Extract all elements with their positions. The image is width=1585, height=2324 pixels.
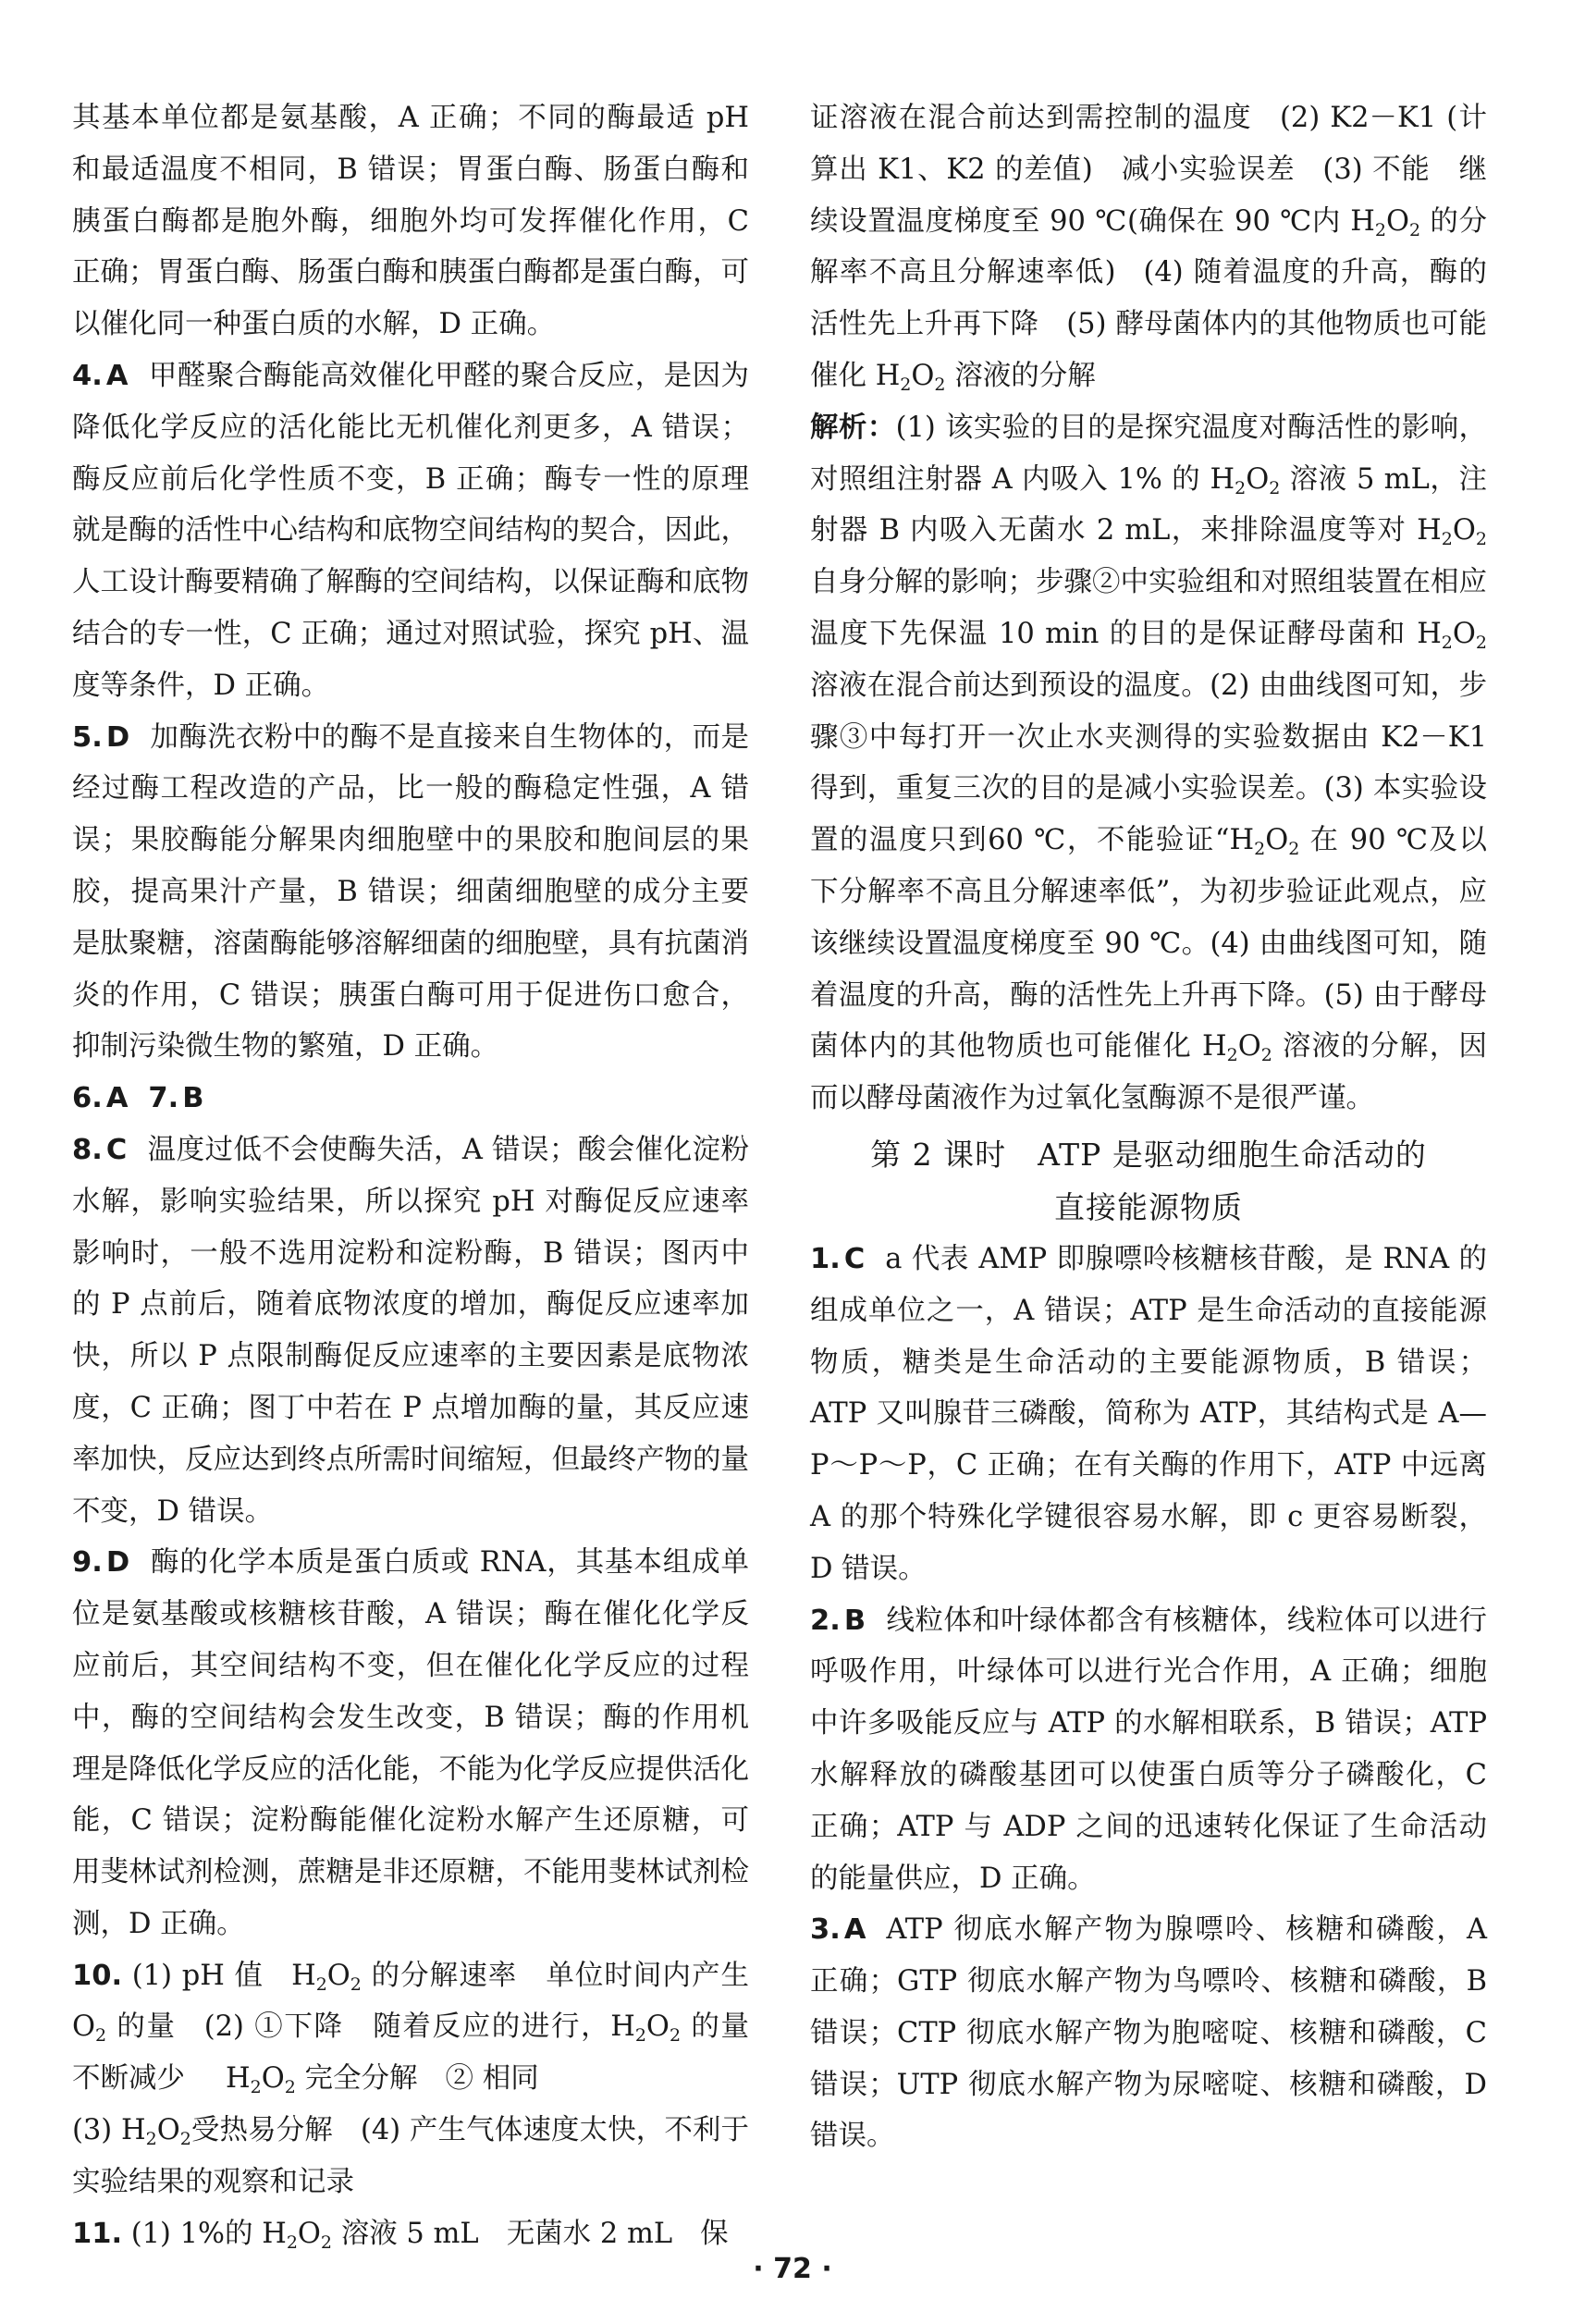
answer-explanation: 温度过低不会使酶失活，A 错误；酸会催化淀粉水解，影响实验结果，所以探究 pH 对酶促反应速率影响时，一般不选用淀粉和淀粉酶，B 错误；图丙中的 P 点前后，随着底物浓度的增加，酶促反应速率加快，所以 P 点限制酶促反应速率的主要因素是底物浓度，C 正确；图丁中若在 P 点增加酶的量，其反应速率加快，反应达到终点所需时间缩短，但最终产物的量不变，D 错误。	[72, 1133, 749, 1528]
answer-explanation: 线粒体和叶绿体都含有核糖体，线粒体可以进行呼吸作用，叶绿体可以进行光合作用，A 正确；细胞中许多吸能反应与 ATP 的水解相联系，B 错误；ATP 水解释放的磷酸基团可以使蛋白质等分子磷酸化，C 正确；ATP 与 ADP 之间的迅速转化保证了生命活动的能量供应，D 正确。	[810, 1604, 1487, 1895]
subscript: 2	[145, 2129, 157, 2150]
analysis-block	[810, 402, 1487, 1125]
paragraph-continued	[72, 92, 749, 350]
answer-part: ② 相同	[445, 2062, 539, 2096]
answer-5	[72, 712, 749, 1074]
subscript: 2	[669, 2025, 682, 2047]
left-column	[72, 92, 749, 2259]
subscript: 2	[320, 2232, 333, 2253]
answer-part: (1) 1%的 H	[130, 2217, 287, 2250]
answer-letter: B	[182, 1082, 204, 1115]
question-number: 10.	[72, 1959, 123, 1992]
subscript: 2	[1260, 1045, 1272, 1066]
section-heading	[810, 1128, 1487, 1234]
answer-part: 的量	[106, 2010, 177, 2044]
formula-text: O	[297, 2217, 321, 2250]
answer-letter: D	[105, 1546, 130, 1580]
subscript: 2	[900, 374, 912, 395]
formula-text: O	[1237, 1030, 1261, 1064]
formula-text: O	[261, 2062, 285, 2096]
formula-text: O	[1246, 462, 1270, 496]
answer-10	[72, 1950, 749, 2208]
answer-part: 的分解率不高且分解速率低)	[810, 204, 1487, 289]
question-number: 8.	[72, 1133, 103, 1166]
answer-2	[810, 1595, 1487, 1905]
answer-part: 完全分解	[295, 2062, 418, 2096]
answer-3	[810, 1904, 1487, 2162]
subscript: 2	[1409, 219, 1421, 240]
answer-part: (4) 随着温度的升高，酶的活性先上升再下降	[810, 256, 1487, 341]
subscript: 2	[250, 2077, 262, 2098]
question-number: 2.	[810, 1604, 841, 1637]
answer-part: 单位时间内产生 O	[72, 1959, 749, 2044]
subscript: 2	[315, 1974, 327, 1995]
formula-text: O	[911, 359, 935, 392]
section-heading-line2: 直接能源物质	[1054, 1188, 1243, 1225]
subscript: 2	[95, 2025, 107, 2047]
answer-explanation: 加酶洗衣粉中的酶不是直接来自生物体的，而是经过酶工程改造的产品，比一般的酶稳定性强，A 错误；果胶酶能分解果肉细胞壁中的果胶和胞间层的果胶，提高果汁产量，B 错误；细菌细胞壁的成分主要是肽聚糖，溶菌酶能够溶解细菌的细胞壁，具有抗菌消炎的作用，C 错误；胰蛋白酶可用于促进伤口愈合，抑制污染微生物的繁殖，D 正确。	[72, 720, 749, 1064]
answer-letter: B	[843, 1604, 866, 1637]
answer-part: 的量不断减少	[72, 2010, 749, 2096]
subscript: 2	[1441, 529, 1453, 550]
answer-8	[72, 1125, 749, 1537]
answer-explanation: ATP 彻底水解产物为腺嘌呤、核糖和磷酸，A 正确；GTP 彻底水解产物为鸟嘌呤、核糖和磷酸，B 错误；CTP 彻底水解产物为胞嘧啶、核糖和磷酸，C 错误；UTP 彻底水解产物为尿嘧啶、核糖和磷酸，D 错误。	[810, 1913, 1487, 2153]
subscript: 2	[1254, 839, 1266, 860]
question-number: 4.	[72, 359, 103, 392]
subscript: 2	[634, 2025, 646, 2047]
paragraph-text: 其基本单位都是氨基酸，A 正确；不同的酶最适 pH 和最适温度不相同，B 错误；胃蛋白酶、肠蛋白酶和胰蛋白酶都是胞外酶，细胞外均可发挥催化作用，C 正确；胃蛋白酶、肠蛋白酶和胰蛋白酶都是蛋白酶，可以催化同一种蛋白质的水解，D 正确。	[72, 102, 749, 341]
subscript: 2	[1269, 477, 1281, 498]
formula-text: H	[291, 1959, 316, 1992]
answer-letter: A	[105, 1082, 129, 1115]
subscript: 2	[1475, 632, 1487, 653]
subscript: 2	[1374, 219, 1386, 240]
answer-9	[72, 1537, 749, 1949]
question-number: 3.	[810, 1913, 841, 1947]
answer-part: (4) 产生气体速度太快，不利于实验结果的观察和记录	[72, 2114, 750, 2198]
answer-explanation: a 代表 AMP 即腺嘌呤核糖核苷酸，是 RNA 的组成单位之一，A 错误；ATP 是生命活动的直接能源物质，糖类是生命活动的主要能源物质，B 错误；ATP 又叫腺苷三磷酸，简称为 ATP，其结构式是 A—P～P～P，C 正确；在有关酶的作用下，ATP 中远离 A 的那个特殊化学键很容易水解，即 c 更容易断裂，D 错误。	[810, 1242, 1487, 1585]
answer-part: 无菌水 2 mL	[506, 2217, 673, 2250]
formula-text: O	[1452, 514, 1476, 547]
analysis-text: 溶液在混合前达到预设的温度。(2) 由曲线图可知，步骤③中每打开一次止水夹测得的实验数据由 K2－K1 得到，重复三次的目的是减小实验误差。(3) 本实验设置的温度只到60 ℃，不能验证“H	[810, 669, 1487, 857]
subscript: 2	[179, 2129, 191, 2150]
formula-text: O	[645, 2010, 670, 2044]
page-number: · 72 ·	[753, 2253, 832, 2285]
formula-text: O	[1385, 204, 1409, 238]
formula-text: O	[326, 1959, 350, 1992]
subscript: 2	[1475, 529, 1487, 550]
subscript: 2	[284, 2077, 296, 2098]
answer-4	[72, 350, 749, 712]
analysis-label: 解析：	[810, 410, 896, 444]
answer-part: (1) pH 值	[131, 1959, 264, 1992]
question-number: 1.	[810, 1242, 841, 1275]
section-heading-line1: 第 2 课时 ATP 是驱动细胞生命活动的	[870, 1136, 1427, 1173]
answer-part: 溶液 5 mL	[332, 2217, 479, 2250]
answer-11-continued	[810, 92, 1487, 402]
analysis-text: 溶液的分解，因而以酵母菌液作为过氧化氢酶源不是很严谨。	[810, 1030, 1488, 1115]
question-number: 9.	[72, 1546, 103, 1580]
answer-letter: C	[843, 1242, 866, 1275]
answer-part: 受热易分解	[190, 2114, 333, 2147]
answer-part: 溶液的分解	[945, 359, 1096, 392]
subscript: 2	[1441, 632, 1453, 653]
formula-text: O	[1265, 824, 1289, 857]
analysis-text: 溶液 5 mL，注射器 B 内吸入无菌水 2 mL，来排除温度等对 H	[810, 462, 1487, 547]
subscript: 2	[934, 374, 946, 395]
answer-part: (3) H	[72, 2114, 146, 2147]
answer-6-7	[72, 1073, 749, 1125]
analysis-text: 在 90 ℃及以下分解率不高且分解速率低”，为初步验证此观点，应该继续设置温度梯度至 90 ℃。(4) 由曲线图可知，随着温度的升高，酶的活性先上升再下降。(5) 由于酵母菌体内的其他物质也可能催化 H	[810, 824, 1487, 1064]
answer-letter: A	[843, 1913, 866, 1947]
subscript: 2	[1235, 477, 1247, 498]
question-number: 6.	[72, 1082, 103, 1115]
answer-part: (2) ①下降	[203, 2010, 344, 2044]
analysis-text: 自身分解的影响；步骤②中实验组和对照组装置在相应温度下先保温 10 min 的目的是保证酵母菌和 H	[810, 566, 1487, 650]
question-number: 7.	[148, 1082, 179, 1115]
answer-part: 继续设置温度梯度至 90 ℃(确保在 90 ℃内 H	[810, 153, 1488, 238]
subscript: 2	[1226, 1045, 1238, 1066]
answer-part: (3) 不能	[1322, 153, 1431, 186]
question-number: 11.	[72, 2217, 123, 2250]
analysis-text: (1) 该实验的目的是探究温度对酶活性的影响，对照组注射器 A 内吸入 1% 的 H	[810, 411, 1487, 496]
answer-explanation: 酶的化学本质是蛋白质或 RNA，其基本组成单位是氨基酸或核糖核苷酸，A 错误；酶在催化化学反应前后，其空间结构不变，但在催化化学反应的过程中，酶的空间结构会发生改变，B 错误；酶的作用机理是降低化学反应的活化能，不能为化学反应提供活化能，C 错误；淀粉酶能催化淀粉水解产生还原糖，可用斐林试剂检测，蔗糖是非还原糖，不能用斐林试剂检测，D 正确。	[72, 1546, 749, 1940]
answer-explanation: 甲醛聚合酶能高效催化甲醛的聚合反应，是因为降低化学反应的活化能比无机催化剂更多，A 错误；酶反应前后化学性质不变，B 正确；酶专一性的原理就是酶的活性中心结构和底物空间结构的契合，因此，人工设计酶要精确了解酶的空间结构，以保证酶和底物结合的专一性，C 正确；通过对照试验，探究 pH、温度等条件，D 正确。	[72, 359, 749, 702]
answer-1	[810, 1234, 1487, 1595]
right-column	[810, 92, 1487, 2162]
subscript: 2	[350, 1974, 362, 1995]
formula-text: O	[156, 2114, 180, 2147]
answer-letter: A	[105, 359, 129, 392]
answer-part: 的分解速率	[361, 1959, 518, 1992]
answer-letter: C	[105, 1133, 128, 1166]
subscript: 2	[1288, 839, 1300, 860]
formula-text: H	[226, 2062, 251, 2096]
question-number: 5.	[72, 720, 103, 754]
answer-part: (2) K2－K1 (计算出 K1、K2 的差值)	[810, 102, 1488, 186]
subscript: 2	[286, 2232, 298, 2253]
answer-part: 证溶液在混合前达到需控制的温度	[810, 102, 1253, 134]
answer-part: 随着反应的进行，H	[371, 2010, 635, 2044]
answer-part: (5) 酵母菌体内的其他物质也可能催化 H	[810, 308, 1487, 392]
answer-letter: D	[105, 720, 130, 754]
formula-text: O	[1452, 617, 1476, 650]
answer-part: 减小实验误差	[1120, 153, 1296, 186]
answer-part: 保	[700, 2217, 729, 2250]
